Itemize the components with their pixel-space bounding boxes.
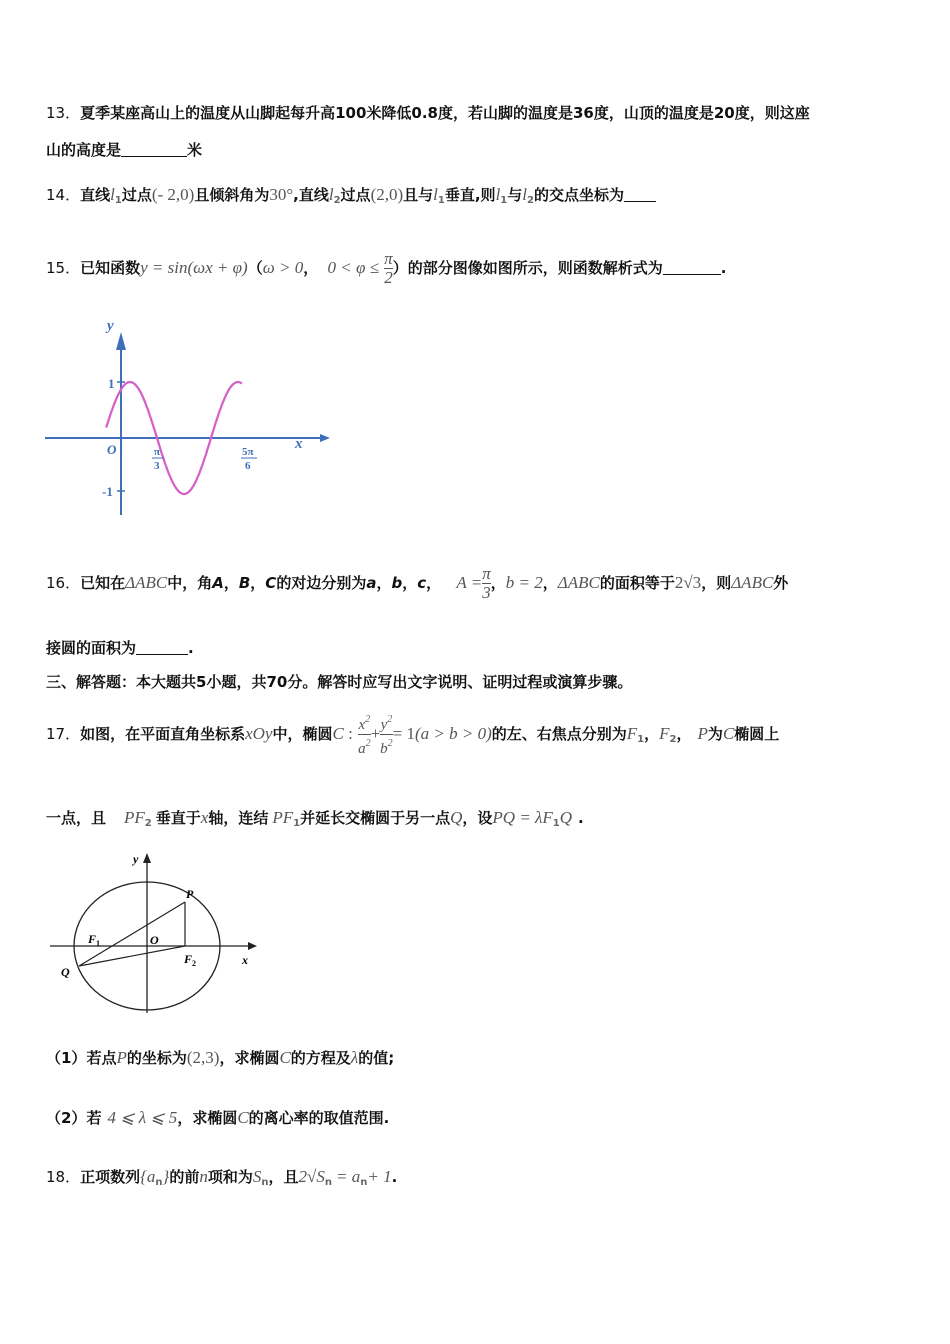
math-segment: PF (124, 808, 145, 827)
math-focus: F (626, 724, 638, 743)
numerator (381, 711, 393, 734)
question-text: ，求椭圆 (177, 1109, 238, 1127)
math-triangle: ΔABC (557, 573, 600, 592)
question-text: 中，椭圆 (272, 725, 333, 743)
question-text: 项和为 (207, 1168, 253, 1186)
origin-label: O (107, 442, 117, 457)
answer-blank[interactable] (121, 142, 187, 157)
math-condition: ω > 0 (262, 258, 304, 277)
question-16-line-1: 16．已知在ΔABC中，角A，B，C的对边分别为a，b，c， A = $\frac{\pi}{3}$ ，b = 2，ΔABC的面积等于2√3，则ΔABC外 (46, 564, 789, 602)
section-3-heading: 三、解答题：本大题共5小题，共70分。解答时应写出文字说明、证明过程或演算步骤。 (46, 673, 633, 691)
question-number: 16． (46, 574, 81, 592)
math-sequence-close: } (162, 1167, 170, 1186)
exp: 2 (365, 714, 371, 725)
question-text: 一点，且 (46, 809, 107, 827)
math-point: (2,0) (370, 185, 404, 204)
question-text: 已知函数 (80, 259, 141, 277)
question-text: ，求椭圆 (219, 1049, 280, 1067)
exp: 2 (365, 738, 371, 749)
math-line-l2: l (328, 185, 334, 204)
question-text: 垂直,则 (444, 186, 496, 204)
fig-F1-sub: 1 (96, 939, 100, 948)
question-text: 接圆的面积为 (46, 639, 137, 657)
question-text: 的方程及 (290, 1049, 351, 1067)
math-var: Q (559, 808, 573, 827)
subscript: 1 (637, 734, 645, 745)
question-text: 山的高度是 (46, 141, 122, 159)
question-text: ,直线 (293, 186, 329, 204)
period: . (578, 809, 584, 827)
subscript: 2 (144, 818, 152, 829)
denominator: 2 (384, 268, 393, 287)
part-label: （1） (46, 1049, 87, 1067)
math-equation: + 1 (367, 1167, 392, 1186)
question-text: 的交点坐标为 (533, 186, 624, 204)
math-fraction-y (380, 711, 393, 758)
math-var: C (237, 1108, 249, 1127)
question-18 (46, 1162, 397, 1198)
subscript: 2 (333, 195, 341, 206)
math-condition: 0 < φ ≤ (327, 258, 379, 277)
question-text: 夏季某座高山上的温度从山脚起每升高100米降低0.8度，若山脚的温度是36度，山顶的温度是20度，则这座 (80, 104, 810, 122)
math-var: x (200, 808, 209, 827)
math-area: 2√3 (674, 573, 702, 592)
math-var: a (366, 574, 377, 592)
unit-text: 米 (187, 141, 203, 159)
question-text: 如图，在平面直角坐标系 (80, 725, 246, 743)
tick-5pi6-den: 6 (245, 460, 251, 472)
question-number: 15． (46, 259, 81, 277)
math-fraction (384, 250, 393, 287)
numerator: π (384, 249, 393, 268)
question-text: 并延长交椭圆于另一点 (300, 809, 451, 827)
math-var: Q (450, 808, 463, 827)
question-text: 若点 (86, 1049, 117, 1067)
question-16-line-2 (46, 638, 194, 658)
var: y (380, 717, 388, 733)
subscript: 2 (669, 734, 677, 745)
exp: 2 (387, 738, 393, 749)
ellipse-figure (45, 848, 265, 1018)
question-text: 且倾斜角为 (194, 186, 270, 204)
sine-graph (40, 310, 330, 525)
math-point: (- 2,0) (151, 185, 195, 204)
question-text: ， (303, 259, 319, 277)
math-triangle: ΔABC (125, 573, 168, 592)
question-number: 14． (46, 186, 81, 204)
math-var: A (212, 574, 224, 592)
fig-x-label: x (242, 953, 248, 967)
math-var: B (238, 574, 251, 592)
math-plus: + (370, 724, 381, 743)
math-var: C (265, 574, 277, 592)
math-var: n (199, 1167, 208, 1186)
subscript: 1 (500, 195, 508, 206)
question-text: 为 (707, 725, 723, 743)
math-var: P (697, 724, 708, 743)
math-var: C (332, 724, 344, 743)
answer-blank[interactable] (663, 260, 721, 275)
question-text: ，设 (462, 809, 493, 827)
math-range: 4 ⩽ λ ⩽ 5 (107, 1108, 178, 1127)
math-coord-system: xOy (245, 724, 273, 743)
math-triangle: ΔABC (731, 573, 774, 592)
question-text: 且与 (403, 186, 434, 204)
subscript: 1 (293, 818, 301, 829)
y-label-one: 1 (108, 376, 115, 391)
period: . (720, 259, 727, 277)
math-colon: : (343, 724, 353, 743)
math-sum: S (252, 1167, 262, 1186)
question-13-line-2 (46, 140, 202, 160)
question-14 (46, 185, 656, 211)
math-relation: PQ = λF (492, 808, 553, 827)
question-17-line-2 (46, 803, 584, 839)
subscript: 1 (437, 195, 445, 206)
subscript: 2 (527, 195, 534, 206)
x-axis-label: x (295, 436, 303, 452)
question-text: （ (247, 259, 263, 277)
math-lambda: λ (350, 1048, 359, 1067)
question-text: 垂直于 (155, 809, 201, 827)
numerator: π (482, 564, 491, 583)
math-var: b (391, 574, 403, 592)
math-sequence: {a (140, 1167, 156, 1186)
question-text: 直线 (80, 186, 111, 204)
question-text: 过点 (340, 186, 371, 204)
question-text: 过点 (121, 186, 152, 204)
subscript: n (360, 1177, 368, 1188)
question-17-part-2 (46, 1103, 389, 1133)
question-13-line-1 (46, 103, 810, 123)
math-angle-eq: A = (456, 573, 483, 592)
question-text: 的面积等于 (599, 574, 675, 592)
math-var: C (722, 724, 735, 743)
math-fraction (482, 565, 491, 602)
math-equation: = a (336, 1167, 361, 1186)
math-line-l1: l (433, 185, 438, 204)
question-17-line-1: 17．如图，在平面直角坐标系xOy中，椭圆C : $\frac{x^2}{a^2}$ + $\frac{y^2}{b^2}$ = 1(a > b > 0)的左、右焦点分别为$F_1$，$F_2$， P为C椭圆上 (46, 711, 779, 760)
math-segment: PF (272, 808, 294, 827)
math-var: c (417, 574, 427, 592)
fig-y-label: y (133, 852, 139, 866)
y-axis-label: y (107, 318, 114, 334)
question-number: 18． (46, 1168, 81, 1186)
subscript: n (261, 1177, 269, 1188)
question-17-part-1 (46, 1043, 394, 1073)
question-text: 的前 (169, 1168, 200, 1186)
fig-F1-label: F (88, 932, 97, 946)
question-text: 的对边分别为 (276, 574, 367, 592)
part-label: （2） (46, 1109, 87, 1127)
tick-5pi6-num: 5π (242, 446, 254, 458)
question-text: 轴，连结 (208, 809, 269, 827)
math-focus: F (659, 724, 670, 743)
math-var: C (279, 1048, 291, 1067)
period: . (391, 1168, 398, 1186)
question-15 (46, 250, 726, 287)
fig-P-label: P (186, 887, 194, 901)
math-point: (2,3) (186, 1048, 220, 1067)
math-line-l1: l (110, 185, 115, 204)
question-text: 的值; (358, 1049, 395, 1067)
math-var: P (116, 1048, 127, 1067)
denominator (380, 735, 393, 758)
period: . (188, 639, 194, 657)
question-text: ，则 (701, 574, 732, 592)
math-function: y = sin(ωx + φ) (140, 258, 248, 277)
denominator: 3 (482, 583, 491, 602)
subscript: 1 (114, 195, 122, 206)
tick-pi3-den: 3 (154, 460, 160, 472)
x-axis-arrow (320, 434, 330, 442)
question-text: ）的部分图像如图所示，则函数解析式为 (392, 259, 663, 277)
question-text: 若 (86, 1109, 102, 1127)
fig-Q-label: Q (61, 965, 70, 979)
x-axis-arrow (248, 942, 257, 950)
var: a (358, 741, 366, 757)
question-text: 的坐标为 (126, 1049, 187, 1067)
math-fraction-x (358, 711, 371, 758)
question-number: 13． (46, 104, 81, 122)
fig-F2-label: F (184, 952, 193, 966)
question-text: 外 (773, 574, 789, 592)
var: x (358, 717, 366, 733)
question-text: 的离心率的取值范围. (248, 1109, 390, 1127)
answer-blank[interactable] (624, 187, 656, 202)
answer-blank[interactable] (136, 640, 188, 655)
subscript: n (155, 1177, 163, 1188)
subscript: n (324, 1177, 332, 1188)
question-text: 的左、右焦点分别为 (491, 725, 627, 743)
question-text: 椭圆上 (734, 725, 780, 743)
denominator (358, 735, 371, 758)
fig-origin-label: O (150, 933, 159, 947)
math-equation: 2√S (298, 1167, 325, 1186)
fig-F2-sub: 2 (192, 959, 196, 968)
question-text: 与 (507, 186, 523, 204)
question-text: ，且 (268, 1168, 299, 1186)
question-text: 已知在 (80, 574, 126, 592)
y-axis-arrow (116, 332, 126, 350)
math-eq: = 1 (392, 724, 415, 743)
y-label-minus-one: -1 (102, 484, 113, 499)
math-angle: 30° (269, 185, 294, 204)
math-line-l2: l (522, 185, 528, 204)
var: b (380, 741, 388, 757)
subscript: 1 (552, 818, 560, 829)
math-side-eq: b = 2 (505, 573, 543, 592)
tick-pi3-num: π (154, 446, 161, 458)
question-number: 17． (46, 725, 81, 743)
question-text: 中，角 (167, 574, 213, 592)
exp: 2 (387, 714, 393, 725)
question-text: 正项数列 (80, 1168, 141, 1186)
math-line-l1: l (495, 185, 501, 204)
y-axis-arrow (143, 853, 151, 863)
numerator (358, 711, 370, 734)
math-condition: (a > b > 0) (415, 724, 492, 743)
